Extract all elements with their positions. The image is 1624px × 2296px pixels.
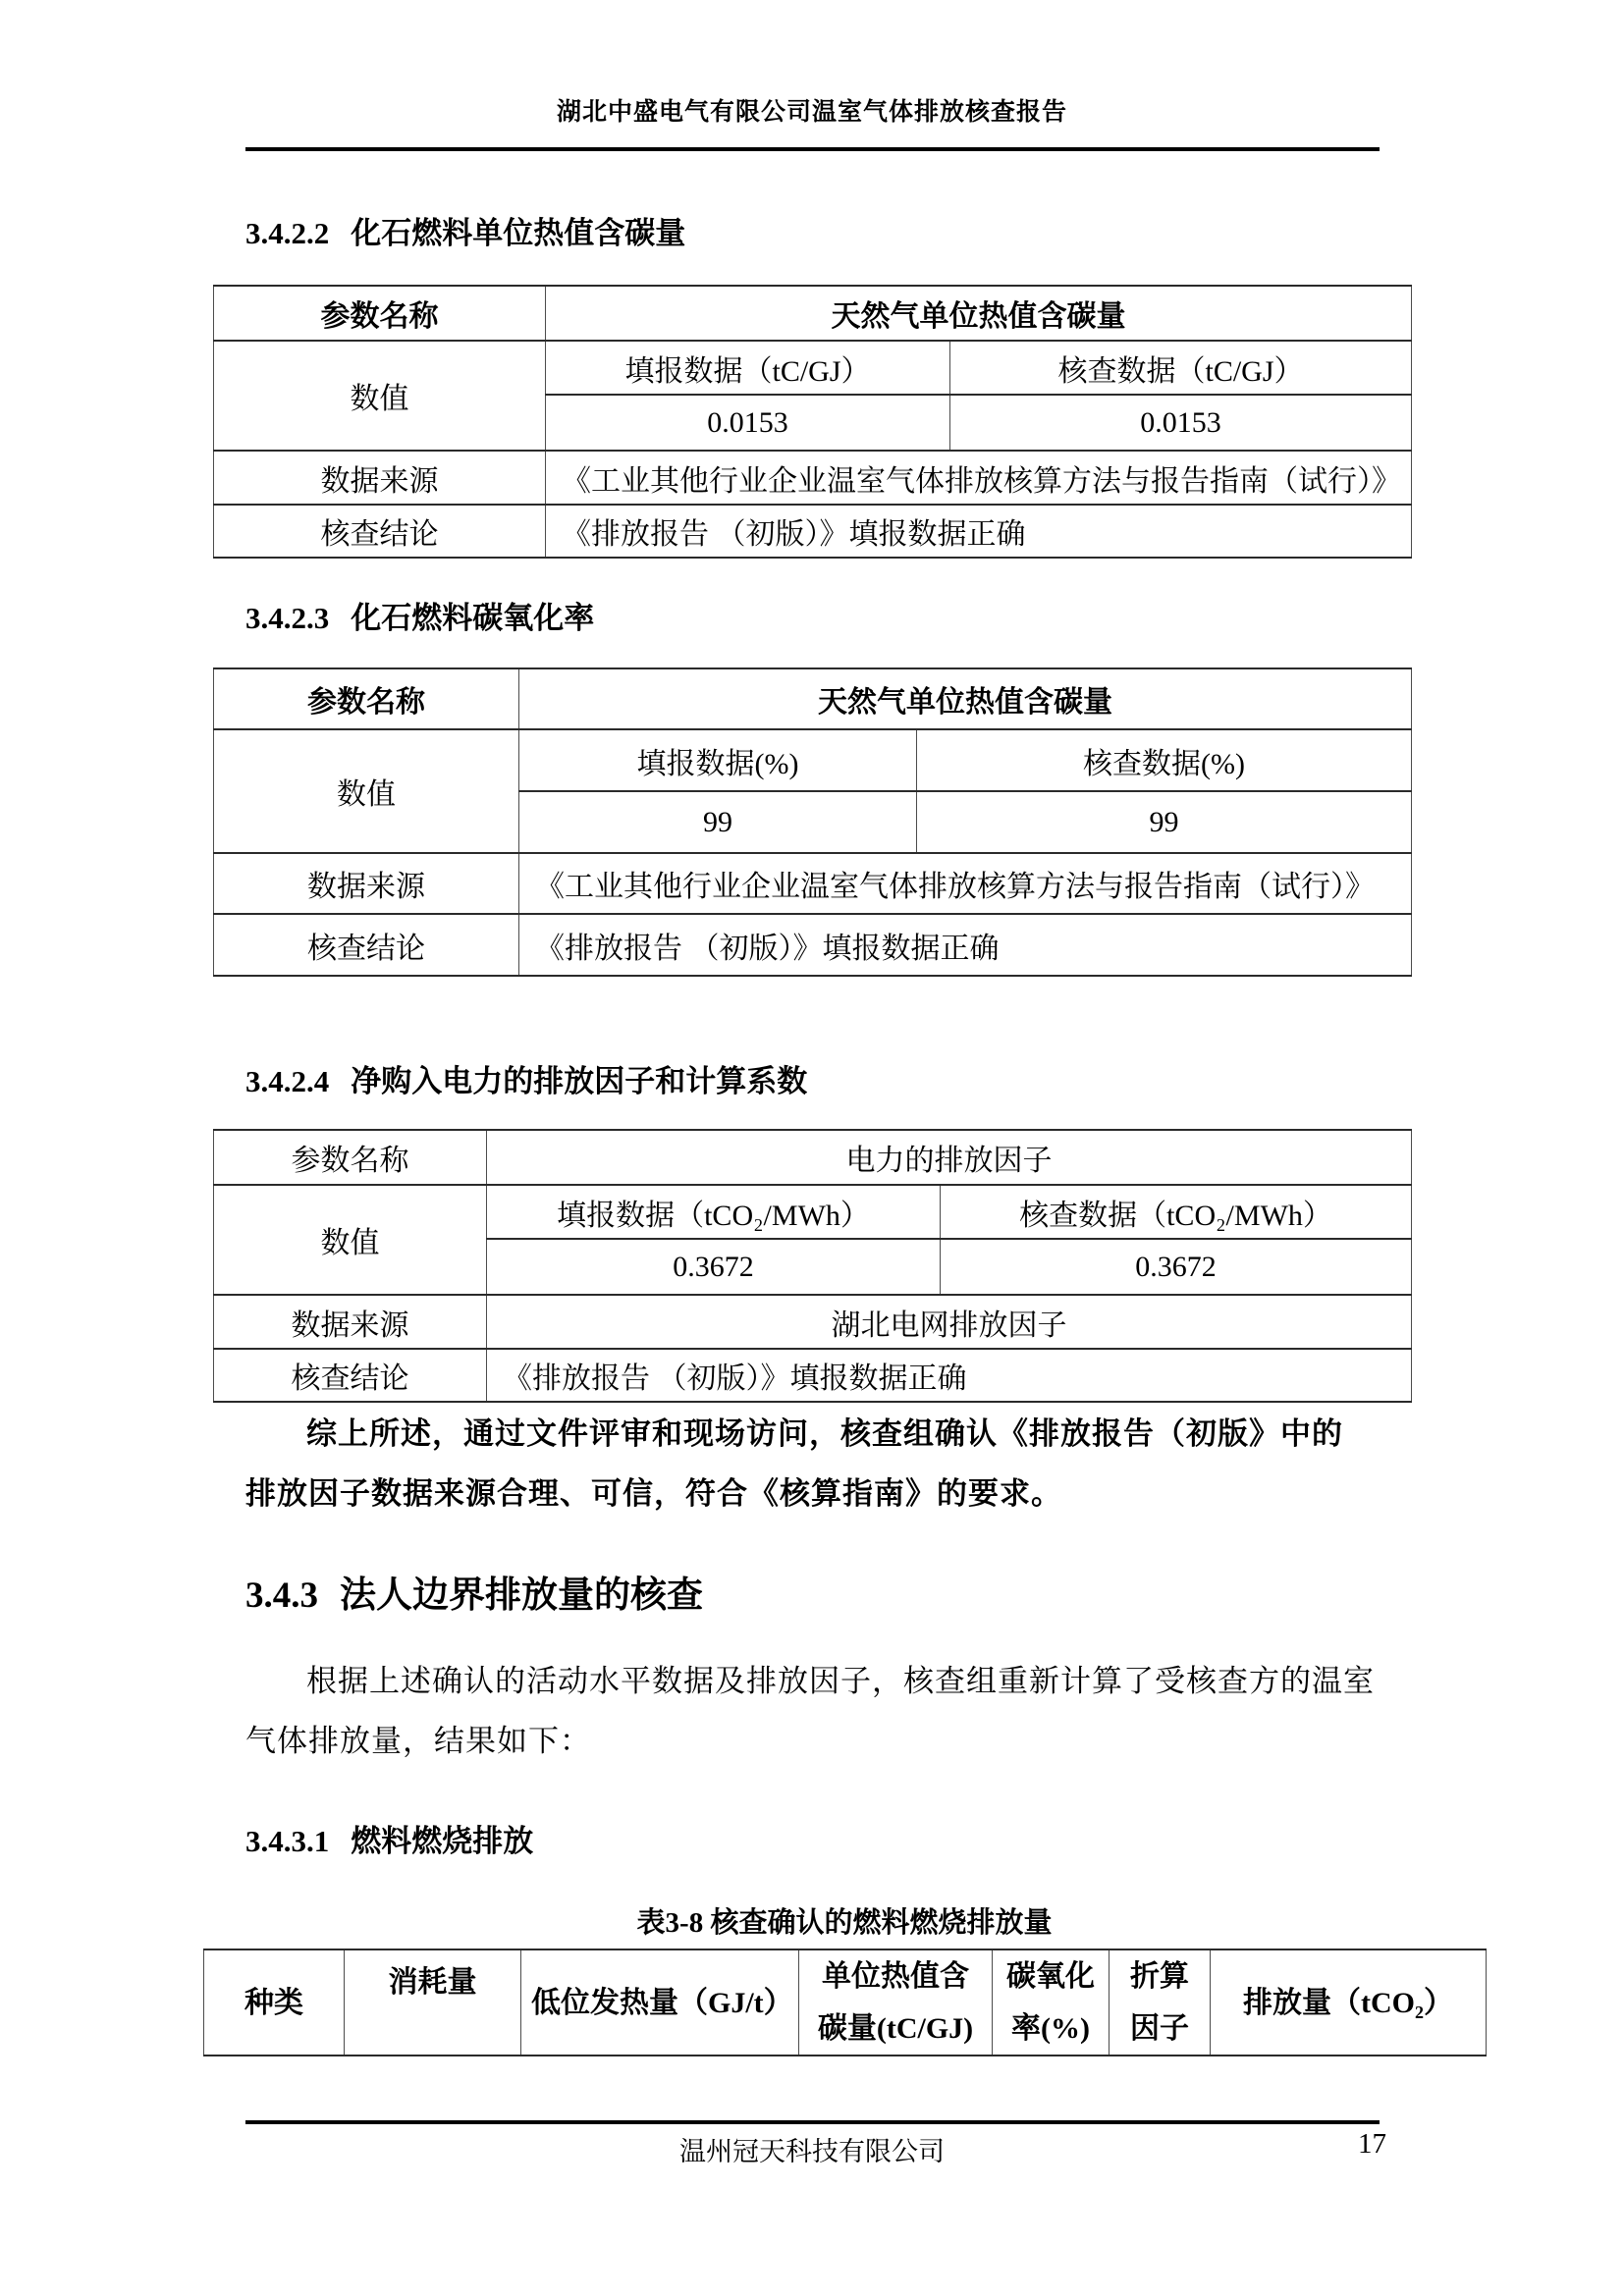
table-3-8-caption: 表3-8 核查确认的燃料燃烧排放量: [636, 1907, 1053, 1939]
col-header-net-calorific-value: [521, 1949, 799, 2056]
conclusion-value: 《排放报告 （初版）》填报数据正确: [546, 505, 1412, 558]
table-fuel-combustion-wrap: [203, 1949, 1486, 2056]
reported-data-header: 填报数据（tC/GJ）: [546, 341, 950, 395]
col-header-line: 低位发热量（GJ/t）: [531, 1986, 793, 2019]
value-label: 数值: [214, 1185, 487, 1295]
param-name-value: 电力的排放因子: [487, 1130, 1412, 1185]
col-header-line: 消耗量: [388, 1966, 477, 1999]
reported-data-header: 填报数据（tCO₂/MWh）: [487, 1185, 941, 1239]
heading-text: 净购入电力的排放因子和计算系数: [351, 1064, 808, 1098]
col-header-consumption: [345, 1949, 521, 2056]
data-source-label: 数据来源: [214, 853, 519, 914]
heading-number: 3.4.3.1: [245, 1824, 330, 1858]
param-name-value: 天然气单位热值含碳量: [519, 668, 1412, 729]
param-name-label: 参数名称: [214, 668, 519, 729]
verified-data-value: 99: [917, 791, 1412, 853]
heading-number: 3.4.3: [245, 1575, 318, 1616]
table-fossil-carbon-content-wrap: [213, 285, 1411, 559]
conclusion-label: 核查结论: [214, 914, 519, 976]
recalculation-paragraph: [245, 1651, 1381, 1771]
verified-data-value: 0.0153: [950, 395, 1412, 451]
col-header-line: 单位热值含: [822, 1960, 969, 1993]
heading-number: 3.4.2.2: [245, 216, 330, 250]
heading-text: 化石燃料碳氧化率: [351, 601, 595, 635]
reported-data-header: 填报数据(%): [519, 729, 917, 791]
paragraph-line: 综上所述，通过文件评审和现场访问，核查组确认《排放报告（初版》中的: [306, 1416, 1343, 1451]
reported-data-value: 99: [519, 791, 917, 853]
col-header-carbon-content: [799, 1949, 993, 2056]
heading-text: 法人边界排放量的核查: [340, 1575, 703, 1616]
verified-data-header: 核查数据（tCO₂/MWh）: [941, 1185, 1412, 1239]
heading-3-4-3-1: [245, 1816, 533, 1860]
reported-data-value: 0.0153: [546, 395, 950, 451]
param-name-label: 参数名称: [214, 1130, 487, 1185]
paragraph-line: 根据上述确认的活动水平数据及排放因子，核查组重新计算了受核查方的温室: [306, 1664, 1375, 1698]
heading-text: 燃料燃烧排放: [351, 1824, 534, 1858]
param-name-label: 参数名称: [214, 286, 546, 341]
heading-3-4-3: [245, 1565, 703, 1618]
col-header-conversion-factor: [1110, 1949, 1211, 2056]
conclusion-value: 《排放报告 （初版）》填报数据正确: [519, 914, 1412, 976]
data-source-label: 数据来源: [214, 451, 546, 505]
data-source-value: 《工业其他行业企业温室气体排放核算方法与报告指南（试行）》: [546, 451, 1412, 505]
conclusion-value: 《排放报告 （初版）》填报数据正确: [487, 1349, 1412, 1402]
col-header-line: 排放量（tCO₂）: [1243, 1986, 1453, 2019]
heading-number: 3.4.2.3: [245, 601, 330, 635]
table-fuel-combustion: [203, 1949, 1487, 2056]
col-header-line: 折算: [1130, 1960, 1189, 1993]
heading-3-4-2-4: [245, 1056, 807, 1100]
col-header-line: 率(%): [1011, 2012, 1090, 2045]
table-oxidation-rate: [213, 667, 1412, 977]
col-header-line: 碳量(tC/GJ): [817, 2012, 974, 2045]
data-source-label: 数据来源: [214, 1295, 487, 1349]
verified-data-header: 核查数据(%): [917, 729, 1412, 791]
paragraph-line: 气体排放量，结果如下：: [245, 1724, 591, 1758]
data-source-value: 湖北电网排放因子: [487, 1295, 1412, 1349]
table-fossil-carbon-content: [213, 285, 1412, 559]
page-header-title: 湖北中盛电气有限公司温室气体排放核查报告: [556, 99, 1067, 126]
data-source-value: 《工业其他行业企业温室气体排放核算方法与报告指南（试行）》: [519, 853, 1412, 914]
col-header-line: 因子: [1130, 2012, 1189, 2045]
verified-data-value: 0.3672: [941, 1239, 1412, 1295]
param-name-value: 天然气单位热值含碳量: [546, 286, 1412, 341]
col-header-line: 碳氧化: [1006, 1960, 1095, 1993]
heading-number: 3.4.2.4: [245, 1064, 330, 1098]
heading-text: 化石燃料单位热值含碳量: [351, 216, 686, 250]
conclusion-label: 核查结论: [214, 1349, 487, 1402]
value-label: 数值: [214, 729, 519, 853]
header-rule: [245, 147, 1380, 151]
col-header-line: 种类: [244, 1986, 303, 2019]
table-electricity-factor: [213, 1129, 1412, 1403]
heading-3-4-2-3: [245, 593, 594, 637]
col-header-oxidation-rate: [993, 1949, 1110, 2056]
summary-paragraph: [245, 1404, 1381, 1523]
page-number: 17: [1358, 2128, 1386, 2160]
value-label: 数值: [214, 341, 546, 451]
reported-data-value: 0.3672: [487, 1239, 941, 1295]
verified-data-header: 核查数据（tC/GJ）: [950, 341, 1412, 395]
conclusion-label: 核查结论: [214, 505, 546, 558]
table-electricity-factor-wrap: [213, 1129, 1411, 1403]
paragraph-line: 排放因子数据来源合理、可信，符合《核算指南》的要求。: [245, 1476, 1062, 1511]
col-header-fuel-type: [204, 1949, 345, 2056]
footer-rule: [245, 2120, 1380, 2124]
table-oxidation-rate-wrap: [213, 667, 1411, 977]
footer-company: 温州冠天科技有限公司: [679, 2137, 945, 2166]
col-header-emission: [1211, 1949, 1487, 2056]
heading-3-4-2-2: [245, 208, 685, 252]
